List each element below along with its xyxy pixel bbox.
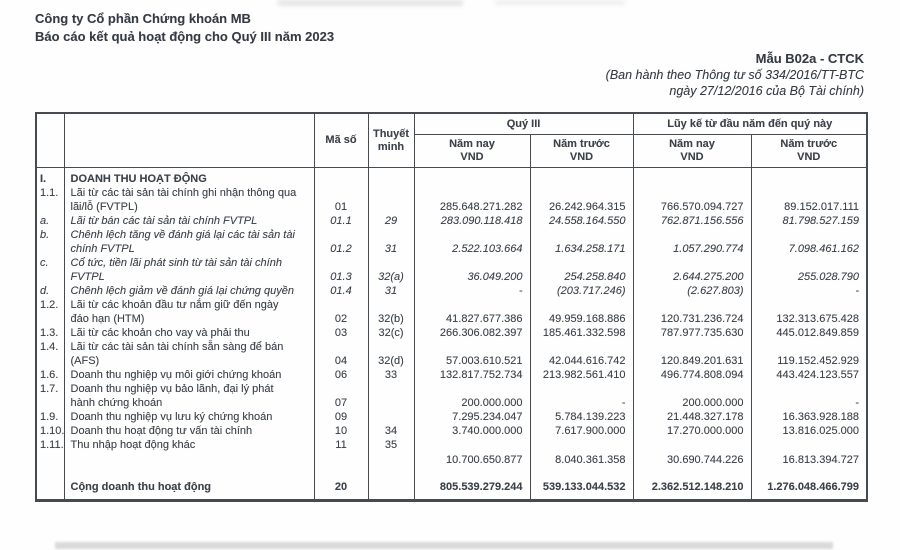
cell-y-prev: 89.152.017.111 [751, 186, 867, 214]
header-group-ytd: Lũy kế từ đầu năm đến quý này [633, 113, 867, 135]
cell-y-prev: 255.028.790 [751, 256, 867, 284]
cell-y-now: 496.774.808.094 [633, 368, 751, 382]
cell-q-prev: 254.258.840 [530, 256, 633, 284]
cell-label: Lãi từ các tài sản tài chính sẵn sàng để bán (AFS) [64, 340, 314, 368]
cell-y-prev: 119.152.452.929 [751, 340, 867, 368]
scan-artifact [278, 0, 463, 6]
cell-no: c. [36, 256, 64, 284]
cell-q-now: 285.648.271.282 [414, 186, 530, 214]
header-ytd-current [633, 135, 751, 168]
cell-no: d. [36, 284, 64, 298]
cell-ma: 10 [314, 424, 368, 438]
cell-tm: 33 [368, 368, 414, 382]
cell-tm [368, 168, 414, 187]
cell-q-now: 57.003.610.521 [414, 340, 530, 368]
table-row [36, 228, 867, 256]
header-description [64, 113, 314, 168]
cell-ma: 01.1 [314, 214, 368, 228]
cell-y-now: 2.644.275.200 [633, 256, 751, 284]
cell-no: 1.6. [36, 368, 64, 382]
cell-y-now: 120.731.236.724 [633, 298, 751, 326]
cell-y-now [633, 168, 751, 187]
table-row [36, 326, 867, 340]
header-quarter-prior-label: Năm trước [553, 138, 610, 150]
table-row [36, 168, 867, 187]
cell-y-now: (2.627.803) [633, 284, 751, 298]
cell-ma: 04 [314, 340, 368, 368]
cell-label: DOANH THU HOẠT ĐỘNG [64, 168, 314, 187]
header-quarter-prior [530, 135, 633, 168]
cell-label: Thu nhập hoạt động khác [64, 438, 314, 467]
cell-q-prev: 7.617.900.000 [530, 424, 633, 438]
cell-y-now: 762.871.156.556 [633, 214, 751, 228]
cell-q-prev: - [530, 382, 633, 410]
cell-label: Doanh thu hoạt động tư vấn tài chính [64, 424, 314, 438]
cell-y-prev: 132.313.675.428 [751, 298, 867, 326]
table-row [36, 186, 867, 214]
cell-y-now: 21.448.327.178 [633, 410, 751, 424]
cell-label: Doanh thu nghiệp vụ môi giới chứng khoán [64, 368, 314, 382]
cell-tm: 32(d) [368, 340, 414, 368]
cell-q-now: 7.295.234.047 [414, 410, 530, 424]
cell-y-prev: 81.798.527.159 [751, 214, 867, 228]
cell-ma: 02 [314, 298, 368, 326]
cell-label: Cổ tức, tiền lãi phát sinh từ tài sản tài chính FVTPL [64, 256, 314, 284]
cell-q-prev: 1.634.258.171 [530, 228, 633, 256]
cell-q-prev: (203.717.246) [530, 284, 633, 298]
cell-q-now: 10.700.650.877 [414, 438, 530, 467]
cell-no: 1.1. [36, 186, 64, 214]
cell-ma: 01 [314, 186, 368, 214]
cell-q-prev: 213.982.561.410 [530, 368, 633, 382]
header-ytd-prior-label: Năm trước [780, 138, 838, 150]
cell-q-prev [530, 168, 633, 187]
cell-q-prev: 42.044.616.742 [530, 340, 633, 368]
cell-q-prev: 539.133.044.532 [530, 467, 633, 501]
cell-q-prev: 8.040.361.358 [530, 438, 633, 467]
cell-no: 1.4. [36, 340, 64, 368]
cell-q-prev: 49.959.168.886 [530, 298, 633, 326]
cell-label: Doanh thu nghiệp vụ bảo lãnh, đại lý phát hành chứng khoán [64, 382, 314, 410]
cell-tm: 34 [368, 424, 414, 438]
cell-y-prev: 16.363.928.188 [751, 410, 867, 424]
cell-tm: 31 [368, 284, 414, 298]
cell-ma: 09 [314, 410, 368, 424]
table-row [36, 340, 867, 368]
cell-y-prev: 1.276.048.466.799 [751, 467, 867, 501]
header-quarter-current-label: Năm nay [449, 138, 495, 150]
cell-tm: 31 [368, 228, 414, 256]
table-row [36, 410, 867, 424]
cell-y-now: 2.362.512.148.210 [633, 467, 751, 501]
doc-header-left [35, 10, 334, 46]
cell-y-now: 120.849.201.631 [633, 340, 751, 368]
cell-label: Chênh lệch tăng về đánh giá lại các tài sản tài chính FVTPL [64, 228, 314, 256]
cell-q-now: 2.522.103.664 [414, 228, 530, 256]
cell-tm [368, 186, 414, 214]
header-thuyet-minh: Thuyết minh [368, 113, 414, 168]
scan-artifact [55, 542, 833, 549]
cell-no: 1.2. [36, 298, 64, 326]
header-row-no [36, 113, 64, 168]
cell-ma: 07 [314, 382, 368, 410]
cell-q-now: 200.000.000 [414, 382, 530, 410]
cell-label: Doanh thu nghiệp vụ lưu ký chứng khoán [64, 410, 314, 424]
cell-y-now: 787.977.735.630 [633, 326, 751, 340]
cell-y-prev: 443.424.123.557 [751, 368, 867, 382]
cell-y-prev: - [751, 382, 867, 410]
cell-label: Chênh lệch giảm về đánh giá lại chứng quyền [64, 284, 314, 298]
cell-y-prev: 13.816.025.000 [751, 424, 867, 438]
table-row [36, 368, 867, 382]
cell-q-now: 805.539.279.244 [414, 467, 530, 501]
currency-label: VND [569, 151, 594, 163]
table-row [36, 256, 867, 284]
table-row [36, 214, 867, 228]
cell-y-now: 17.270.000.000 [633, 424, 751, 438]
cell-no: 1.10. [36, 424, 64, 438]
cell-q-now: 266.306.082.397 [414, 326, 530, 340]
cell-label: Lãi từ các khoản đầu tư nắm giữ đến ngày đáo hạn (HTM) [64, 298, 314, 326]
doc-header-right [606, 51, 864, 99]
cell-q-now: 132.817.752.734 [414, 368, 530, 382]
cell-y-prev: 7.098.461.162 [751, 228, 867, 256]
currency-label: VND [797, 151, 821, 163]
cell-tm: 32(a) [368, 256, 414, 284]
header-ytd-current-label: Năm nay [669, 138, 715, 150]
income-statement-table [35, 112, 868, 502]
cell-tm: 32(b) [368, 298, 414, 326]
header-quarter-current [414, 135, 530, 168]
cell-q-prev: 5.784.139.223 [530, 410, 633, 424]
cell-q-prev: 26.242.964.315 [530, 186, 633, 214]
cell-ma [314, 168, 368, 187]
cell-tm [368, 467, 414, 501]
report-title: Báo cáo kết quả hoạt động cho Quý III năm 2023 [35, 29, 335, 44]
cell-ma: 11 [314, 438, 368, 467]
cell-q-now: 283.090.118.418 [414, 214, 530, 228]
cell-q-now: 36.049.200 [414, 256, 530, 284]
table-row [36, 382, 867, 410]
cell-q-prev: 185.461.332.598 [530, 326, 633, 340]
form-code: Mẫu B02a - CTCK [755, 51, 864, 66]
cell-y-now: 30.690.744.226 [633, 438, 751, 467]
cell-no: b. [36, 228, 64, 256]
cell-no: 1.3. [36, 326, 64, 340]
total-row [36, 467, 867, 501]
income-statement-body [36, 168, 867, 501]
currency-label: VND [460, 151, 484, 163]
cell-no: 1.11. [36, 438, 64, 467]
cell-tm [368, 382, 414, 410]
cell-q-now: 3.740.000.000 [414, 424, 530, 438]
cell-y-prev: - [751, 284, 867, 298]
cell-y-prev: 445.012.849.859 [751, 326, 867, 340]
cell-ma: 01.3 [314, 256, 368, 284]
currency-label: VND [680, 151, 704, 163]
form-ref-line1: (Ban hành theo Thông tư số 334/2016/TT-BTC [605, 68, 864, 82]
cell-no [36, 467, 64, 501]
cell-ma: 06 [314, 368, 368, 382]
cell-tm: 35 [368, 438, 414, 467]
cell-tm [368, 410, 414, 424]
cell-q-prev: 24.558.164.550 [530, 214, 633, 228]
scan-artifact [495, 0, 625, 5]
table-row [36, 284, 867, 298]
cell-no: I. [36, 168, 64, 187]
cell-q-now [414, 168, 530, 187]
cell-no: a. [36, 214, 64, 228]
cell-q-now: 41.827.677.386 [414, 298, 530, 326]
cell-label: Lãi từ các tài sản tài chính ghi nhận thông qua lãi/lỗ (FVTPL) [64, 186, 314, 214]
header-ytd-prior [751, 135, 867, 168]
cell-ma: 01.2 [314, 228, 368, 256]
header-group-quarter: Quý III [414, 113, 633, 135]
cell-y-now: 1.057.290.774 [633, 228, 751, 256]
cell-y-now: 200.000.000 [633, 382, 751, 410]
table-row [36, 438, 867, 467]
table-row [36, 424, 867, 438]
cell-label: Lãi từ bán các tài sản tài chính FVTPL [64, 214, 314, 228]
cell-no: 1.9. [36, 410, 64, 424]
cell-tm: 29 [368, 214, 414, 228]
cell-ma: 20 [314, 467, 368, 501]
header-ma-so: Mã số [314, 113, 368, 168]
cell-q-now: - [414, 284, 530, 298]
company-name: Công ty Cổ phần Chứng khoán MB [35, 11, 251, 26]
cell-y-now: 766.570.094.727 [633, 186, 751, 214]
cell-y-prev: 16.813.394.727 [751, 438, 867, 467]
cell-tm: 32(c) [368, 326, 414, 340]
form-ref-line2: ngày 27/12/2016 của Bộ Tài chính) [669, 84, 864, 98]
cell-label: Cộng doanh thu hoạt động [64, 467, 314, 501]
cell-no: 1.7. [36, 382, 64, 410]
cell-ma: 01.4 [314, 284, 368, 298]
table-row [36, 298, 867, 326]
cell-ma: 03 [314, 326, 368, 340]
cell-label: Lãi từ các khoản cho vay và phải thu [64, 326, 314, 340]
cell-y-prev [751, 168, 867, 187]
